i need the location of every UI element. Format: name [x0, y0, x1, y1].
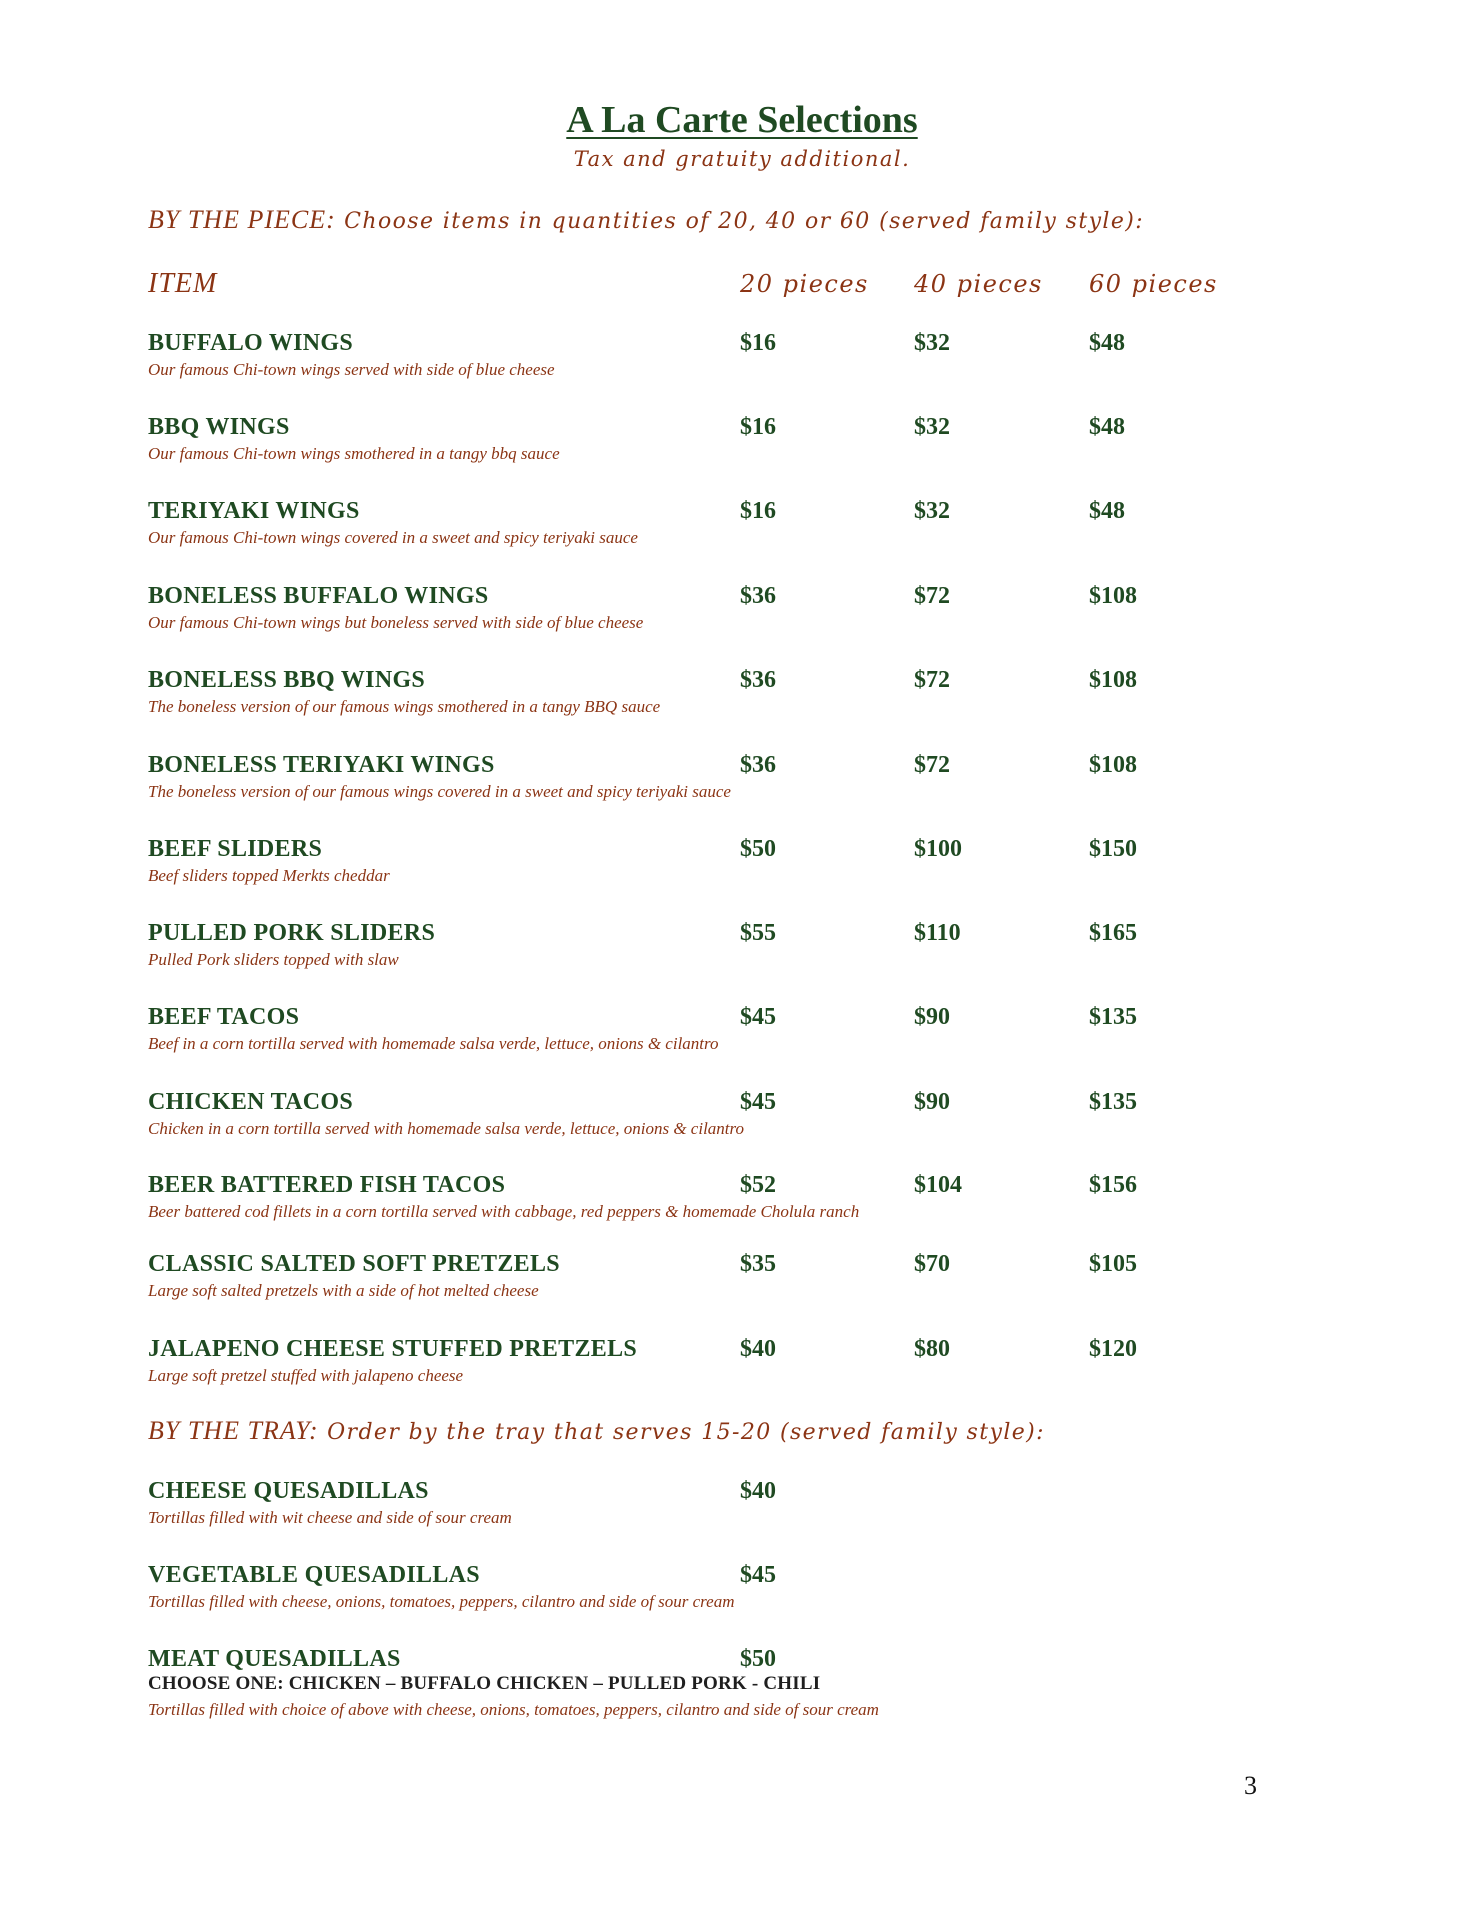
price-20: $40	[740, 1336, 776, 1362]
item-name: VEGETABLE QUESADILLAS	[148, 1562, 480, 1588]
item-description: Beef sliders topped Merkts cheddar	[148, 866, 390, 885]
item-description: Large soft salted pretzels with a side of hot melted cheese	[148, 1281, 539, 1300]
tray-item-row	[148, 1644, 1308, 1734]
item-description: Beer battered cod fillets in a corn tortilla served with cabbage, red peppers & homemade Cholula ranch	[148, 1202, 860, 1221]
price-40: $90	[914, 1004, 950, 1030]
menu-item-row	[148, 412, 1308, 482]
menu-item-row	[148, 750, 1308, 820]
item-description: Our famous Chi-town wings but boneless served with side of blue cheese	[148, 613, 644, 632]
menu-item-row	[148, 665, 1308, 735]
price-20: $52	[740, 1172, 776, 1198]
item-description: Chicken in a corn tortilla served with homemade salsa verde, lettuce, onions & cilantro	[148, 1119, 745, 1138]
menu-item-row	[148, 834, 1308, 904]
price-60: $48	[1089, 498, 1125, 524]
price-60: $108	[1089, 583, 1137, 609]
price-20: $50	[740, 836, 776, 862]
price-20: $45	[740, 1089, 776, 1115]
price-40: $100	[914, 836, 962, 862]
tray-price: $45	[740, 1562, 776, 1588]
price-40: $80	[914, 1336, 950, 1362]
item-description: Beef in a corn tortilla served with homemade salsa verde, lettuce, onions & cilantro	[148, 1034, 719, 1053]
menu-item-row	[148, 496, 1308, 566]
item-name: JALAPENO CHEESE STUFFED PRETZELS	[148, 1336, 638, 1362]
tray-item-row	[148, 1560, 1308, 1630]
menu-item-row	[148, 581, 1308, 651]
item-name: PULLED PORK SLIDERS	[148, 920, 436, 946]
item-name: CLASSIC SALTED SOFT PRETZELS	[148, 1251, 560, 1277]
choose-one-options: CHOOSE ONE: CHICKEN – BUFFALO CHICKEN – PULLED PORK - CHILI	[148, 1673, 821, 1694]
item-description: The boneless version of our famous wings covered in a sweet and spicy teriyaki sauce	[148, 782, 731, 801]
item-name: BUFFALO WINGS	[148, 330, 354, 356]
price-20: $45	[740, 1004, 776, 1030]
by-tray-heading-lead: BY THE TRAY:	[148, 1416, 319, 1445]
price-40: $110	[914, 920, 961, 946]
tray-price: $40	[740, 1478, 776, 1504]
price-60: $156	[1089, 1172, 1137, 1198]
column-header-20-pieces: 20 pieces	[740, 270, 869, 298]
page-subtitle: Tax and gratuity additional.	[573, 147, 911, 171]
item-name: BEER BATTERED FISH TACOS	[148, 1172, 506, 1198]
price-20: $16	[740, 414, 776, 440]
item-name: BEEF SLIDERS	[148, 836, 323, 862]
item-description: Tortillas filled with choice of above with cheese, onions, tomatoes, peppers, cilantro and side of sour cream	[148, 1700, 879, 1719]
by-piece-heading	[148, 204, 1348, 238]
item-name: CHEESE QUESADILLAS	[148, 1478, 429, 1504]
item-name: BEEF TACOS	[148, 1004, 300, 1030]
item-description: Pulled Pork sliders topped with slaw	[148, 950, 399, 969]
price-60: $165	[1089, 920, 1137, 946]
price-40: $32	[914, 498, 950, 524]
by-tray-heading	[148, 1415, 1348, 1449]
price-20: $36	[740, 583, 776, 609]
item-description: Our famous Chi-town wings covered in a sweet and spicy teriyaki sauce	[148, 528, 638, 547]
price-40: $104	[914, 1172, 962, 1198]
price-60: $135	[1089, 1004, 1137, 1030]
price-40: $32	[914, 414, 950, 440]
page-number: 3	[1244, 1771, 1257, 1800]
price-60: $105	[1089, 1251, 1137, 1277]
item-description: The boneless version of our famous wings smothered in a tangy BBQ sauce	[148, 697, 661, 716]
menu-item-row	[148, 328, 1308, 398]
item-name: BBQ WINGS	[148, 414, 290, 440]
item-name: BONELESS BUFFALO WINGS	[148, 583, 489, 609]
price-20: $35	[740, 1251, 776, 1277]
item-name: TERIYAKI WINGS	[148, 498, 360, 524]
price-60: $108	[1089, 667, 1137, 693]
item-description: Tortillas filled with cheese, onions, tomatoes, peppers, cilantro and side of sour cream	[148, 1592, 735, 1611]
menu-item-row	[148, 918, 1308, 988]
tray-item-row	[148, 1476, 1308, 1546]
column-header-item: ITEM	[148, 268, 218, 299]
price-20: $16	[740, 330, 776, 356]
by-tray-heading-text: Order by the tray that serves 15-20 (served family style):	[327, 1420, 1045, 1445]
price-20: $16	[740, 498, 776, 524]
menu-item-row	[148, 1087, 1308, 1157]
price-40: $32	[914, 330, 950, 356]
price-20: $36	[740, 752, 776, 778]
price-60: $150	[1089, 836, 1137, 862]
price-60: $108	[1089, 752, 1137, 778]
item-description: Large soft pretzel stuffed with jalapeno cheese	[148, 1366, 464, 1385]
price-40: $72	[914, 752, 950, 778]
price-40: $72	[914, 583, 950, 609]
price-20: $55	[740, 920, 776, 946]
item-description: Our famous Chi-town wings served with side of blue cheese	[148, 360, 555, 379]
column-header-40-pieces: 40 pieces	[914, 270, 1043, 298]
item-description: Tortillas filled with wit cheese and side of sour cream	[148, 1508, 512, 1527]
menu-item-row	[148, 1334, 1308, 1404]
price-40: $90	[914, 1089, 950, 1115]
column-header-60-pieces: 60 pieces	[1089, 270, 1218, 298]
item-name: BONELESS BBQ WINGS	[148, 667, 426, 693]
price-60: $48	[1089, 414, 1125, 440]
price-40: $72	[914, 667, 950, 693]
by-piece-heading-text: Choose items in quantities of 20, 40 or 60 (served family style):	[344, 209, 1145, 234]
page-title: A La Carte Selections	[566, 99, 918, 141]
item-name: BONELESS TERIYAKI WINGS	[148, 752, 495, 778]
menu-item-row	[148, 1002, 1308, 1072]
price-60: $135	[1089, 1089, 1137, 1115]
price-40: $70	[914, 1251, 950, 1277]
item-description: Our famous Chi-town wings smothered in a tangy bbq sauce	[148, 444, 560, 463]
menu-item-row	[148, 1170, 1308, 1240]
by-piece-heading-lead: BY THE PIECE:	[148, 205, 336, 234]
item-name: CHICKEN TACOS	[148, 1089, 354, 1115]
price-20: $36	[740, 667, 776, 693]
tray-price: $50	[740, 1646, 776, 1672]
price-60: $120	[1089, 1336, 1137, 1362]
item-name: MEAT QUESADILLAS	[148, 1646, 401, 1672]
menu-item-row	[148, 1249, 1308, 1319]
price-60: $48	[1089, 330, 1125, 356]
